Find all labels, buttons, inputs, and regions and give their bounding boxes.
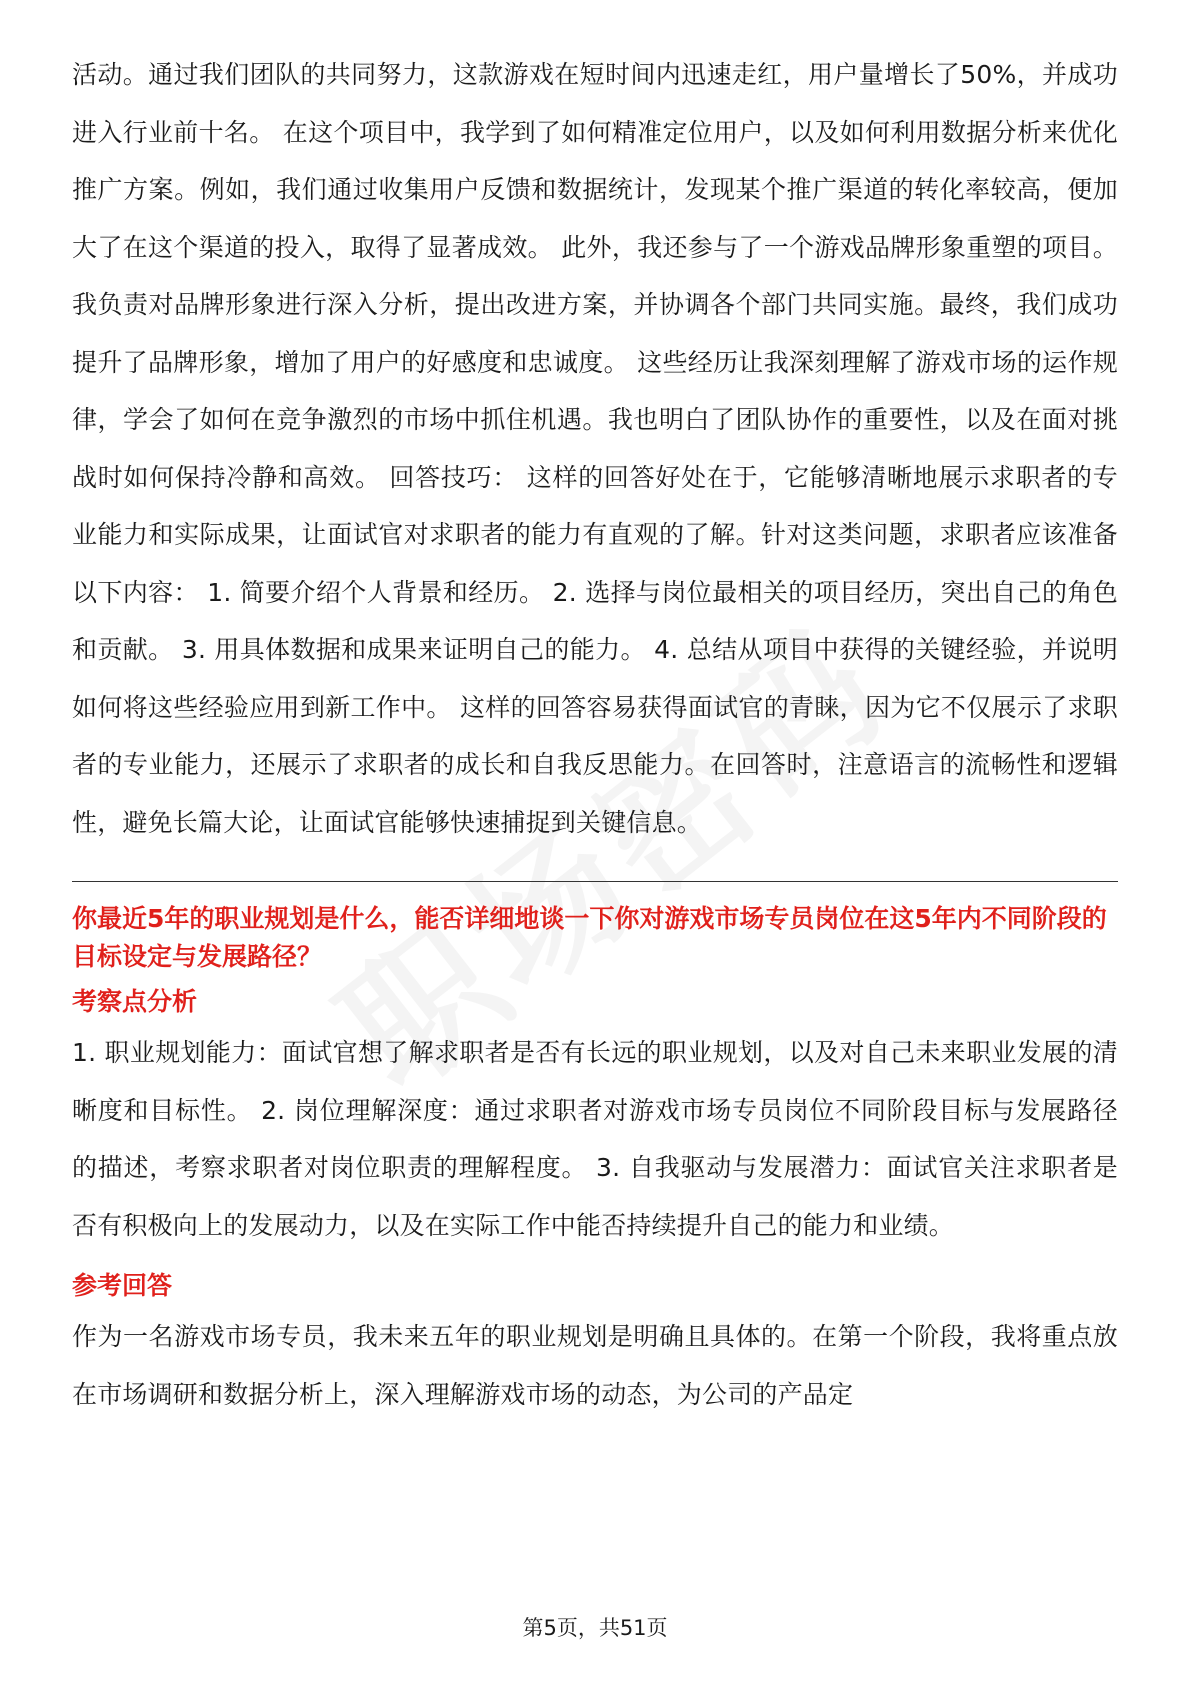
page-footer: 第5页，共51页 (522, 1616, 668, 1640)
answer-heading: 参考回答 (72, 1271, 173, 1300)
analysis-text: 1. 职业规划能力：面试官想了解求职者是否有长远的职业规划，以及对自己未来职业发展的清晰度和目标性。 2. 岗位理解深度：通过求职者对游戏市场专员岗位不同阶段目标与发展路径的描述，考察求职者对岗位职责的理解程度。 3. 自我驱动与发展潜力：面试官关注求职者是否有积极向上的发展动力，以及在实际工作中能否持续提升自己的能力和业绩。 (72, 1038, 1118, 1240)
answer-text: 作为一名游戏市场专员，我未来五年的职业规划是明确且具体的。在第一个阶段，我将重点放在市场调研和数据分析上，深入理解游戏市场的动态，为公司的产品定 (72, 1322, 1118, 1409)
continued-paragraph: 活动。通过我们团队的共同努力，这款游戏在短时间内迅速走红，用户量增长了50%，并成功进入行业前十名。 在这个项目中，我学到了如何精准定位用户，以及如何利用数据分析来优化推广方案。例如，我们通过收集用户反馈和数据统计，发现某个推广渠道的转化率较高，便加大了在这个渠道的投入，取得了显著成效。 此外，我还参与了一个游戏品牌形象重塑的项目。我负责对品牌形象进行深入分析，提出改进方案，并协调各个部门共同实施。最终，我们成功提升了品牌形象，增加了用户的好感度和忠诚度。 这些经历让我深刻理解了游戏市场的运作规律，学会了如何在竞争激烈的市场中抓住机遇。我也明白了团队协作的重要性，以及在面对挑战时如何保持冷静和高效。 回答技巧： 这样的回答好处在于，它能够清晰地展示求职者的专业能力和实际成果，让面试官对求职者的能力有直观的了解。针对这类问题，求职者应该准备以下内容： 1. 简要介绍个人背景和经历。 2. 选择与岗位最相关的项目经历，突出自己的角色和贡献。 3. 用具体数据和成果来证明自己的能力。 4. 总结从项目中获得的关键经验，并说明如何将这些经验应用到新工作中。 这样的回答容易获得面试官的青睐，因为它不仅展示了求职者的专业能力，还展示了求职者的成长和自我反思能力。在回答时，注意语言的流畅性和逻辑性，避免长篇大论，让面试官能够快速捕捉到关键信息。 (72, 60, 1118, 837)
analysis-heading: 考察点分析 (72, 987, 198, 1016)
section-divider (72, 881, 1118, 882)
document-page (72, 46, 1118, 1423)
question-title: 你最近5年的职业规划是什么，能否详细地谈一下你对游戏市场专员岗位在这5年内不同阶段的目标设定与发展路径？ (72, 904, 1107, 971)
